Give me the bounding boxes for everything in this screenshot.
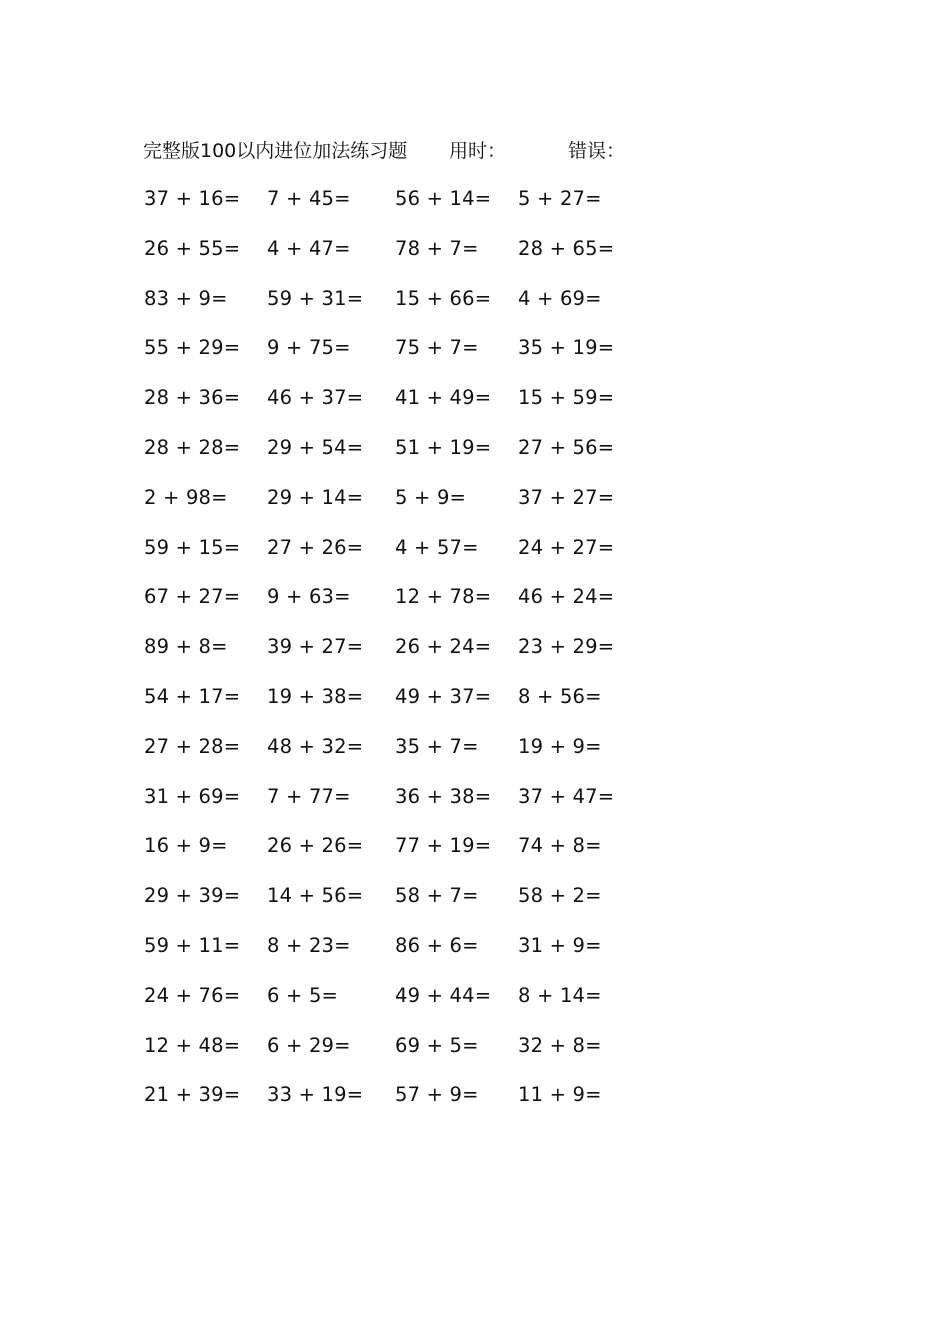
problem-cell: 8 + 56= xyxy=(518,684,602,708)
problem-cell: 29 + 54= xyxy=(267,435,364,459)
problem-cell: 37 + 27= xyxy=(518,485,615,509)
problem-grid xyxy=(0,184,950,1130)
problem-cell: 27 + 56= xyxy=(518,435,615,459)
problem-cell: 49 + 37= xyxy=(395,684,492,708)
problem-row xyxy=(0,931,950,981)
problem-row xyxy=(0,981,950,1031)
problem-row xyxy=(0,184,950,234)
problem-cell: 58 + 2= xyxy=(518,884,602,908)
problem-cell: 75 + 7= xyxy=(395,336,479,360)
problem-cell: 6 + 29= xyxy=(267,1033,351,1057)
problem-row xyxy=(0,1031,950,1081)
problem-cell: 57 + 9= xyxy=(395,1083,479,1107)
problem-cell: 78 + 7= xyxy=(395,236,479,260)
problem-cell: 74 + 8= xyxy=(518,834,602,858)
problem-cell: 9 + 63= xyxy=(267,585,351,609)
problem-cell: 5 + 27= xyxy=(518,187,602,210)
problem-cell: 8 + 14= xyxy=(518,983,602,1007)
problem-cell: 59 + 11= xyxy=(144,933,241,957)
problem-cell: 15 + 66= xyxy=(395,286,492,310)
problem-cell: 67 + 27= xyxy=(144,585,241,609)
problem-cell: 23 + 29= xyxy=(518,635,615,659)
problem-cell: 28 + 65= xyxy=(518,236,615,260)
problem-cell: 49 + 44= xyxy=(395,983,492,1007)
problem-row xyxy=(0,732,950,782)
problem-row xyxy=(0,433,950,483)
problem-cell: 19 + 9= xyxy=(518,734,602,758)
problem-cell: 31 + 9= xyxy=(518,933,602,957)
problem-row xyxy=(0,383,950,433)
problem-cell: 4 + 47= xyxy=(267,236,351,260)
problem-cell: 8 + 23= xyxy=(267,933,351,957)
problem-cell: 54 + 17= xyxy=(144,684,241,708)
problem-cell: 4 + 69= xyxy=(518,286,602,310)
problem-cell: 16 + 9= xyxy=(144,834,228,858)
problem-cell: 27 + 28= xyxy=(144,734,241,758)
problem-row xyxy=(0,682,950,732)
problem-cell: 89 + 8= xyxy=(144,635,228,659)
problem-cell: 35 + 7= xyxy=(395,734,479,758)
problem-cell: 14 + 56= xyxy=(267,884,364,908)
problem-cell: 12 + 48= xyxy=(144,1033,241,1057)
problem-cell: 77 + 19= xyxy=(395,834,492,858)
problem-cell: 46 + 37= xyxy=(267,386,364,410)
problem-cell: 26 + 24= xyxy=(395,635,492,659)
problem-row xyxy=(0,881,950,931)
problem-cell: 6 + 5= xyxy=(267,983,339,1007)
problem-cell: 28 + 36= xyxy=(144,386,241,410)
problem-cell: 58 + 7= xyxy=(395,884,479,908)
problem-cell: 39 + 27= xyxy=(267,635,364,659)
worksheet-title: 完整版100以内进位加法练习题 xyxy=(143,140,408,162)
problem-row xyxy=(0,483,950,533)
problem-cell: 24 + 76= xyxy=(144,983,241,1007)
errors-label: 错误： xyxy=(568,140,626,162)
problem-cell: 29 + 14= xyxy=(267,485,364,509)
problem-cell: 2 + 98= xyxy=(144,485,228,509)
problem-cell: 12 + 78= xyxy=(395,585,492,609)
problem-cell: 7 + 77= xyxy=(267,784,351,808)
problem-cell: 69 + 5= xyxy=(395,1033,479,1057)
problem-cell: 37 + 47= xyxy=(518,784,615,808)
time-label: 用时： xyxy=(449,140,507,162)
problem-cell: 24 + 27= xyxy=(518,535,615,559)
problem-cell: 56 + 14= xyxy=(395,187,492,210)
problem-cell: 7 + 45= xyxy=(267,187,351,210)
problem-cell: 86 + 6= xyxy=(395,933,479,957)
problem-cell: 26 + 55= xyxy=(144,236,241,260)
problem-cell: 21 + 39= xyxy=(144,1083,241,1107)
problem-row xyxy=(0,1080,950,1130)
problem-cell: 5 + 9= xyxy=(395,485,467,509)
problem-cell: 33 + 19= xyxy=(267,1083,364,1107)
problem-cell: 28 + 28= xyxy=(144,435,241,459)
problem-cell: 55 + 29= xyxy=(144,336,241,360)
problem-cell: 31 + 69= xyxy=(144,784,241,808)
problem-cell: 59 + 31= xyxy=(267,286,364,310)
problem-row xyxy=(0,533,950,583)
problem-row xyxy=(0,284,950,334)
problem-cell: 11 + 9= xyxy=(518,1083,602,1107)
problem-row xyxy=(0,831,950,881)
problem-cell: 59 + 15= xyxy=(144,535,241,559)
problem-cell: 15 + 59= xyxy=(518,386,615,410)
problem-row xyxy=(0,632,950,682)
problem-row xyxy=(0,333,950,383)
problem-row xyxy=(0,782,950,832)
problem-cell: 19 + 38= xyxy=(267,684,364,708)
problem-cell: 26 + 26= xyxy=(267,834,364,858)
problem-cell: 41 + 49= xyxy=(395,386,492,410)
problem-cell: 37 + 16= xyxy=(144,187,241,210)
problem-cell: 29 + 39= xyxy=(144,884,241,908)
problem-cell: 83 + 9= xyxy=(144,286,228,310)
problem-row xyxy=(0,582,950,632)
problem-cell: 48 + 32= xyxy=(267,734,364,758)
problem-row xyxy=(0,234,950,284)
problem-cell: 35 + 19= xyxy=(518,336,615,360)
problem-cell: 9 + 75= xyxy=(267,336,351,360)
problem-cell: 46 + 24= xyxy=(518,585,615,609)
problem-cell: 4 + 57= xyxy=(395,535,479,559)
problem-cell: 32 + 8= xyxy=(518,1033,602,1057)
problem-cell: 51 + 19= xyxy=(395,435,492,459)
problem-cell: 36 + 38= xyxy=(395,784,492,808)
problem-cell: 27 + 26= xyxy=(267,535,364,559)
